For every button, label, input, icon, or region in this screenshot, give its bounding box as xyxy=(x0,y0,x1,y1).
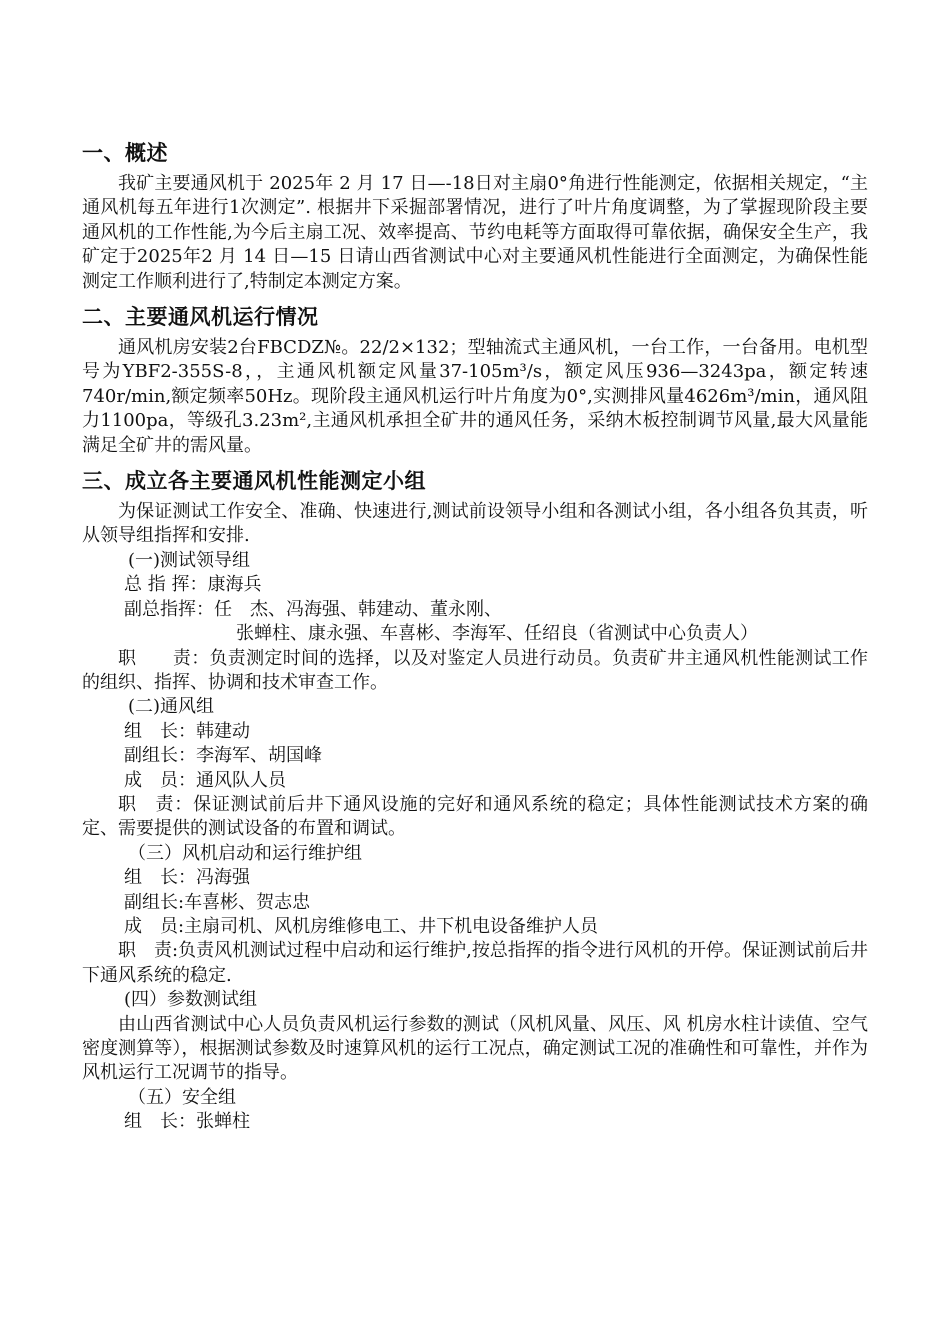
group-3-duty: 职 责:负责风机测试过程中启动和运行维护,按总指挥的指令进行风机的开停。保证测试前后井下通风系统的稳定. xyxy=(82,940,868,986)
overview-paragraph: 我矿主要通风机于 2025年 2 月 17 日—-18日对主扇0°角进行性能测定，依据相关规定，“主通风机每五年进行1次测定”. 根据井下采掘部署情况，进行了叶片角度调整，为了掌握现阶段主要通风机的工作性能,为今后主扇工况、效率提高、节约电耗等方面取得可靠依据，确保安全生产，我矿定于2025年2 月 14 日—15 日请山西省测试中心对主要通风机性能进行全面测定，为确保性能测定工作顺利进行了,特制定本测定方案。 xyxy=(82,173,868,292)
group-1-title: (一)测试领导组 xyxy=(128,549,251,571)
group-3-members: 成 员:主扇司机、风机房维修电工、井下机电设备维护人员 xyxy=(124,915,599,937)
group-5-title: （五）安全组 xyxy=(128,1086,236,1108)
group-2-leader: 组 长：韩建动 xyxy=(124,720,250,742)
group-2-members: 成 员：通风队人员 xyxy=(124,769,286,791)
group-1-deputy-b: 张蝉柱、康永强、车喜彬、李海军、任绍良（省测试中心负责人） xyxy=(236,623,758,645)
document-page xyxy=(82,136,868,1135)
section-heading-test-groups: 三、成立各主要通风机性能测定小组 xyxy=(82,469,426,494)
group-4-title: (四）参数测试组 xyxy=(124,989,258,1011)
group-1-deputy-a: 副总指挥：任 杰、冯海强、韩建动、董永刚、 xyxy=(124,598,502,620)
section-heading-overview: 一、概述 xyxy=(82,141,168,165)
group-3-deputy: 副组长:车喜彬、贺志忠 xyxy=(124,891,311,913)
group-5-leader: 组 长：张蝉柱 xyxy=(124,1111,250,1133)
group-2-deputy: 副组长：李海军、胡国峰 xyxy=(124,745,322,767)
fan-status-paragraph: 通风机房安装2台FBCDZ№。22/2×132；型轴流式主通风机，一台工作，一台备用。电机型号为YBF2-355S-8，，主通风机额定风量37-105m³/s，额定风压936—3243pa，额定转速740r/min,额定频率50Hz。现阶段主通风机运行叶片角度为0°,实测排风量4626m³/min，通风阻力1100pa，等级孔3.23m²,主通风机承担全矿井的通风任务，采纳木板控制调节风量,最大风量能满足全矿井的需风量。 xyxy=(82,337,868,456)
group-4-text: 由山西省测试中心人员负责风机运行参数的测试（风机风量、风压、风 机房水柱计读值、空气密度测算等），根据测试参数及时速算风机的运行工况点，确定测试工况的准确性和可靠性，并作为风机运行工况调节的指导。 xyxy=(82,1013,868,1084)
group-2-duty: 职 责：保证测试前后井下通风设施的完好和通风系统的稳定；具体性能测试技术方案的确定、需要提供的测试设备的布置和调试。 xyxy=(82,793,868,840)
group-1-duty: 职 责：负责测定时间的选择，以及对鉴定人员进行动员。负责矿井主通风机性能测试工作的组织、指挥、协调和技术审查工作。 xyxy=(82,647,868,693)
test-groups-intro: 为保证测试工作安全、准确、快速进行,测试前设领导小组和各测试小组，各小组各负其责，听从领导组指挥和安排. xyxy=(82,501,868,547)
section-heading-fan-status: 二、主要通风机运行情况 xyxy=(82,305,319,330)
group-3-leader: 组 长：冯海强 xyxy=(124,867,250,889)
group-1-chief: 总 指 挥：康海兵 xyxy=(124,574,262,596)
group-2-title: (二)通风组 xyxy=(128,696,215,718)
group-3-title: （三）风机启动和运行维护组 xyxy=(128,842,362,864)
